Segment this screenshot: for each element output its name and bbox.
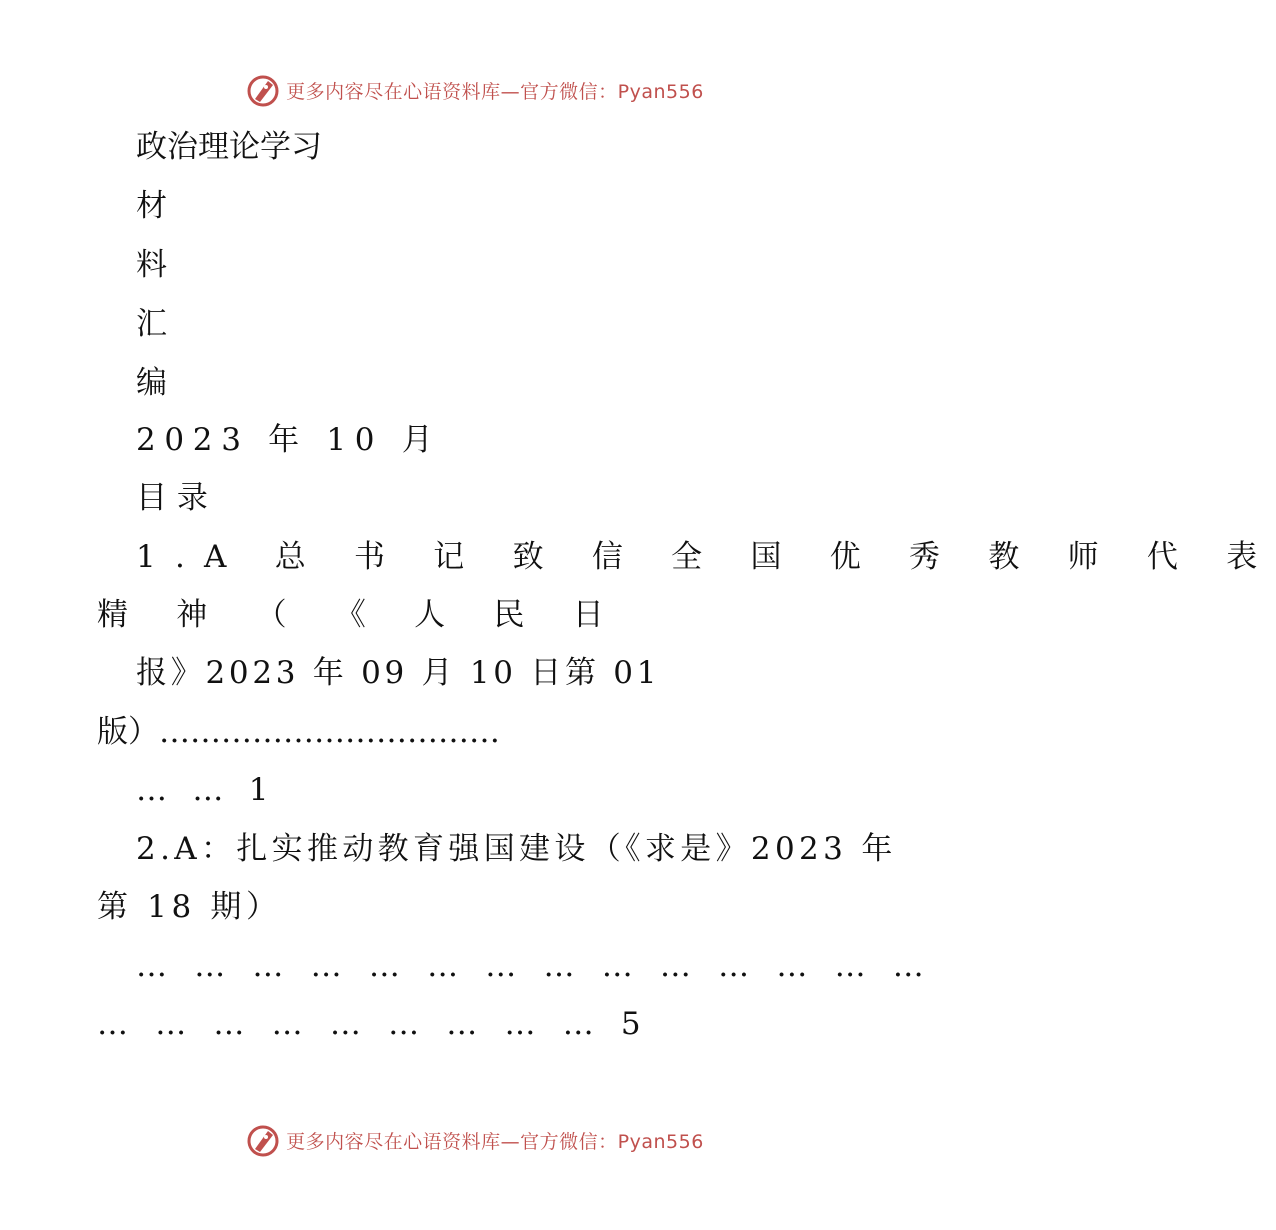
toc-entry-1-line-5: … … 1 xyxy=(136,772,277,808)
title-line-1: 政治理论学习 xyxy=(136,129,322,165)
toc-entry-1-line-2: 精 神 （ 《 人 民 日 xyxy=(97,597,623,633)
pen-nib-logo-icon xyxy=(246,73,280,107)
toc-entry-1-line-3: 报》2023 年 09 月 10 日第 01 xyxy=(136,655,661,691)
toc-entry-2-line-4: … … … … … … … … … 5 xyxy=(97,1006,650,1042)
title-line-5: 编 xyxy=(136,365,167,401)
title-line-4: 汇 xyxy=(136,306,167,342)
watermark-group xyxy=(246,73,704,107)
watermark-text: 更多内容尽在心语资料库—官方微信：Pyan556 xyxy=(286,80,704,103)
title-line-3: 料 xyxy=(136,247,167,283)
document-date: 2023 年 10 月 xyxy=(136,422,442,458)
watermark-text-bottom: 更多内容尽在心语资料库—官方微信：Pyan556 xyxy=(286,1130,704,1153)
toc-entry-2-line-2: 第 18 期） xyxy=(97,889,282,925)
toc-entry-1-line-4: 版）…………………………… xyxy=(97,714,500,750)
watermark-banner-top xyxy=(0,68,950,112)
watermark-banner-bottom xyxy=(0,1118,950,1162)
toc-entry-2-line-3: … … … … … … … … … … … … … … xyxy=(136,948,933,984)
toc-entry-2-line-1: 2.A：扎实推动教育强国建设（《求是》2023 年 xyxy=(136,831,897,867)
toc-heading: 目 录 xyxy=(136,480,208,516)
toc-entry-1-line-1: 1.A 总 书 记 致 信 全 国 优 秀 教 师 代 表 xyxy=(136,539,1276,575)
watermark-group-bottom xyxy=(246,1123,704,1157)
pen-nib-logo-icon xyxy=(246,1123,280,1157)
title-line-2: 材 xyxy=(136,188,167,224)
